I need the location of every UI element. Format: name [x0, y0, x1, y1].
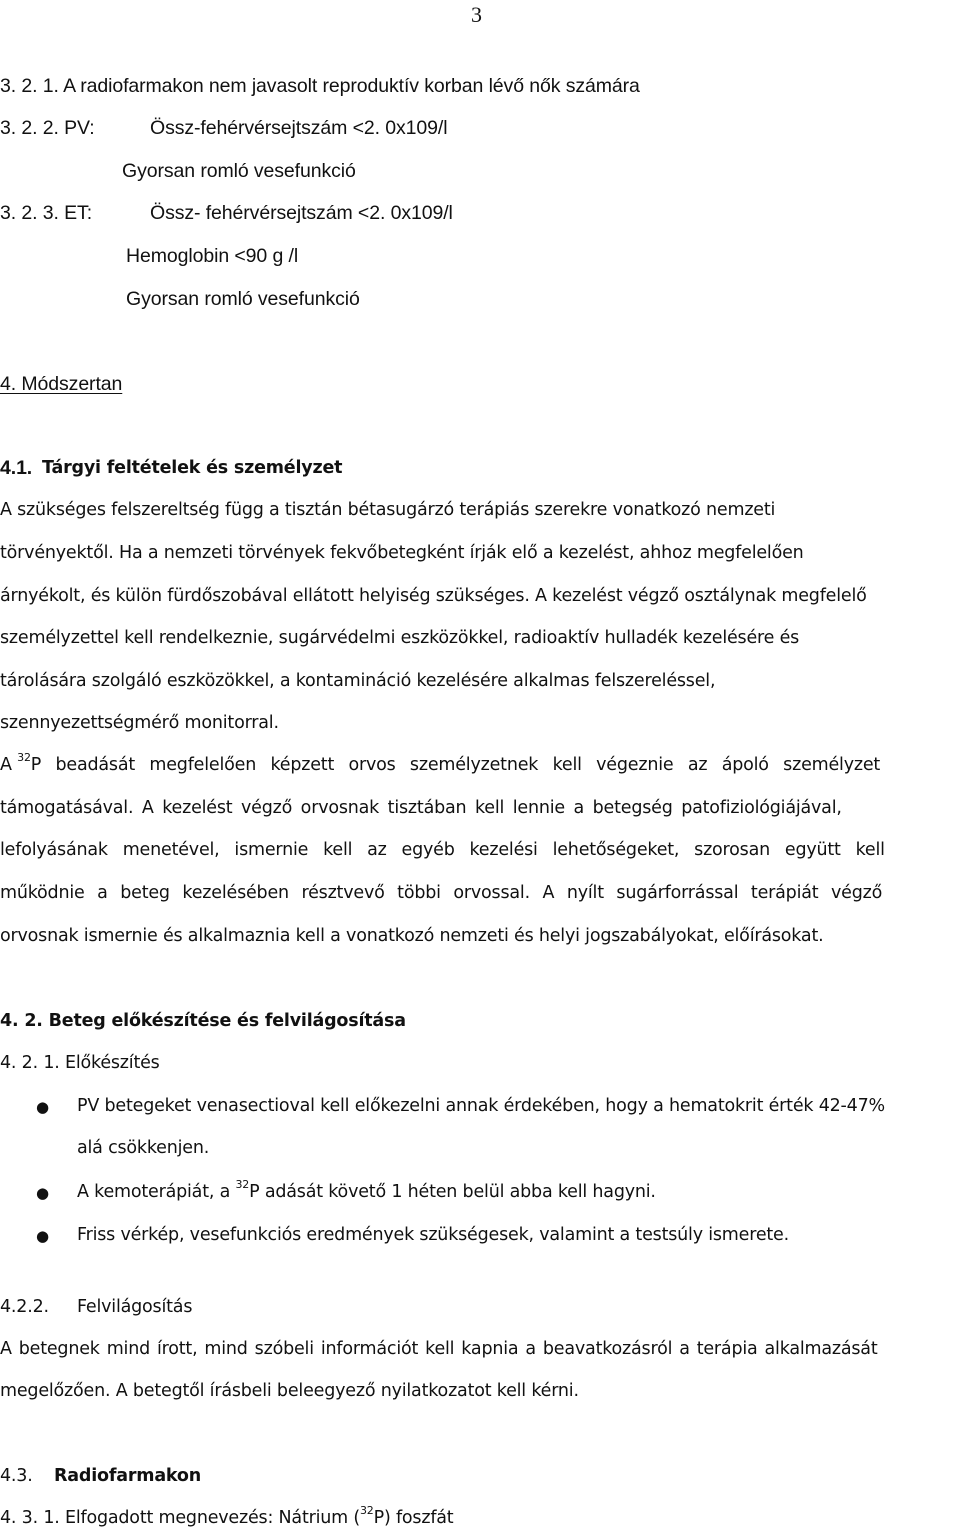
isotope-superscript: 32: [235, 1178, 250, 1191]
line-3-2-2-value: Össz-fehérvérsejtszám <2. 0x109/l: [150, 117, 448, 139]
para-4-1-line-5: tárolására szolgáló eszközökkel, a kontamináció kezelésére alkalmas felszereléssel,: [0, 671, 716, 691]
para-4-2-2-line-2: megelőzően. A betegtől írásbeli beleegyező nyilatkozatot kell kérni.: [0, 1381, 579, 1401]
para-4-1-line-3: árnyékolt, és külön fürdőszobával ellátott helyiség szükséges. A kezelést végző osztálynak megfelelő: [0, 586, 867, 606]
section-4-heading: 4. Módszertan: [0, 373, 123, 395]
line-3-2-3-value2: Hemoglobin <90 g /l: [126, 245, 299, 267]
line-3-2-3-value3: Gyorsan romló vesefunkció: [126, 288, 360, 310]
section-4-2-2-title: Felvilágosítás: [77, 1297, 193, 1317]
para-4-1b-line-5: orvosnak ismernie és alkalmaznia kell a vonatkozó nemzeti és helyi jogszabályokat, előírásokat.: [0, 926, 824, 946]
para-4-1b-line-1: [0, 751, 956, 775]
page-number: 3: [471, 2, 482, 27]
para-4-1b-line-3: lefolyásának menetével, ismernie kell az egyéb kezelési lehetőségeket, szorosan együtt kell: [0, 840, 885, 860]
bullet-2: A kemoterápiát, a $^{32}$P adását követő 1 héten belül abba kell hagyni.: [77, 1178, 656, 1202]
bullet-1-line-2: alá csökkenjen.: [77, 1138, 210, 1158]
isotope-superscript: 32: [360, 1504, 374, 1517]
section-4-2-2-number: 4.2.2.: [0, 1297, 49, 1317]
section-4-3-number: 4.3.: [0, 1466, 33, 1486]
bullet-1-line-1: PV betegeket venasectioval kell előkezelni annak érdekében, hogy a hematokrit érték 42-47%: [77, 1096, 885, 1116]
bullet-3: Friss vérkép, vesefunkciós eredmények szükségesek, valamint a testsúly ismerete.: [77, 1225, 789, 1245]
para-4-1-line-6: szennyezettségmérő monitorral.: [0, 713, 279, 733]
para-4-1-line-2: törvényektől. Ha a nemzeti törvények fekvőbetegként írják elő a kezelést, ahhoz megfelelően: [0, 543, 804, 563]
para-4-1b-lead: A $^{32}$P beadását megfelelően képzett orvos személyzetnek kell végeznie az ápoló személyzet: [0, 751, 881, 775]
para-4-1b-line-2: támogatásával. A kezelést végző orvosnak tisztában kell lennie a betegség patofiziológiájával,: [0, 798, 842, 818]
para-4-2-2-line-1: A betegnek mind írott, mind szóbeli információt kell kapnia a beavatkozásról a terápia alkalmazását: [0, 1339, 878, 1359]
isotope-superscript: 32: [17, 751, 31, 764]
bullet-icon: ●: [36, 1098, 50, 1116]
para-4-1-line-1: A szükséges felszereltség függ a tisztán bétasugárzó terápiás szerekre vonatkozó nemzeti: [0, 500, 776, 520]
para-4-1-line-4: személyzettel kell rendelkeznie, sugárvédelmi eszközökkel, radioaktív hulladék kezelésére és: [0, 628, 800, 648]
section-4-1-number: 4.1.: [0, 457, 33, 479]
line-3-2-2-value2: Gyorsan romló vesefunkció: [122, 160, 356, 182]
bullet-icon: ●: [36, 1184, 50, 1202]
section-4-3-title: Radiofarmakon: [54, 1466, 201, 1486]
line-3-2-1: 3. 2. 1. A radiofarmakon nem javasolt reproduktív korban lévő nők számára: [0, 75, 640, 97]
bullet-icon: ●: [36, 1227, 50, 1245]
para-4-1b-line-4: működnie a beteg kezelésében résztvevő többi orvossal. A nyílt sugárforrással terápiát végző: [0, 883, 883, 903]
line-3-2-3-label: 3. 2. 3. ET:: [0, 202, 93, 224]
section-4-1-title: Tárgyi feltételek és személyzet: [42, 458, 343, 478]
line-3-2-2-label: 3. 2. 2. PV:: [0, 117, 95, 139]
line-3-2-3-value: Össz- fehérvérsejtszám <2. 0x109/l: [150, 202, 453, 224]
section-4-3-1: 4. 3. 1. Elfogadott megnevezés: Nátrium ($^{32}$P) foszfát: [0, 1504, 454, 1528]
section-4-2-heading: 4. 2. Beteg előkészítése és felvilágosítása: [0, 1011, 406, 1031]
section-4-2-1-heading: 4. 2. 1. Előkészítés: [0, 1053, 160, 1073]
